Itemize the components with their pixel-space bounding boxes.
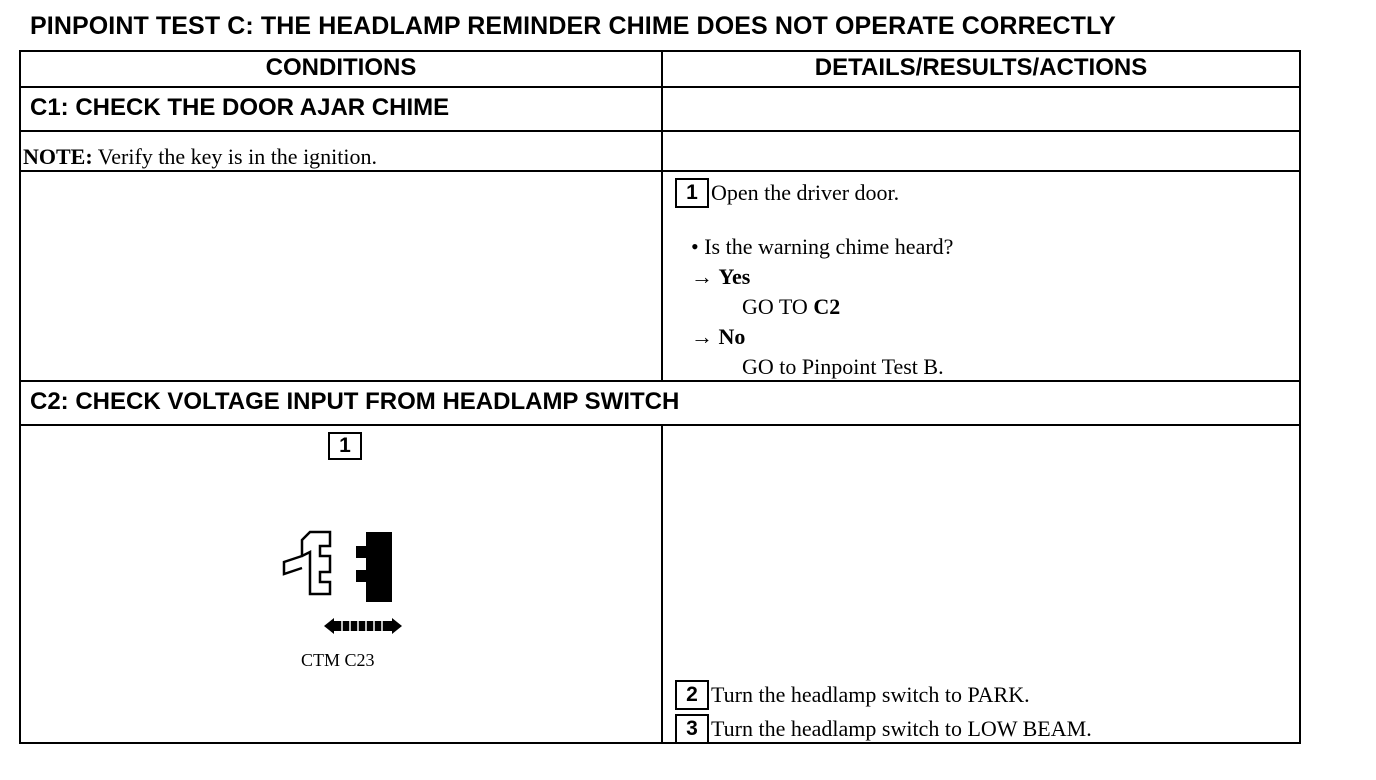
no-label: No [718, 324, 746, 349]
yes-action-target: C2 [813, 294, 841, 319]
double-arrow-icon [324, 618, 402, 634]
divider [21, 130, 1299, 132]
diagram-step-box [328, 432, 364, 460]
yes-action [742, 294, 840, 320]
step-number-box: 1 [675, 178, 709, 208]
divider [21, 424, 1299, 426]
column-divider [661, 424, 663, 742]
arrow-icon: → [691, 264, 713, 289]
divider [21, 86, 1299, 88]
note-line [23, 144, 377, 170]
connector-diagram [276, 492, 416, 652]
step-c1-heading: C1: CHECK THE DOOR AJAR CHIME [30, 94, 450, 121]
no-result [691, 324, 745, 350]
connector-solid-icon [356, 532, 392, 602]
step-1-line [675, 178, 899, 208]
connector-outline-icon [302, 532, 330, 594]
step-number-box: 1 [328, 432, 362, 460]
yes-action-prefix: GO TO [742, 294, 814, 319]
step-number-box: 3 [675, 714, 709, 744]
divider [21, 170, 1299, 172]
yes-label: Yes [718, 264, 751, 289]
column-divider [661, 170, 663, 382]
step-2-line [675, 680, 1030, 710]
column-divider [661, 52, 663, 172]
yes-result [691, 264, 750, 290]
diagram-caption: CTM C23 [301, 650, 375, 670]
step-3-text: Turn the headlamp switch to LOW BEAM. [711, 716, 1092, 741]
no-action: GO to Pinpoint Test B. [742, 354, 944, 379]
page-title: PINPOINT TEST C: THE HEADLAMP REMINDER CHIME DOES NOT OPERATE CORRECTLY [30, 12, 1116, 40]
step-1-text: Open the driver door. [711, 180, 900, 205]
pinpoint-test-table [19, 50, 1301, 744]
step-c2-heading: C2: CHECK VOLTAGE INPUT FROM HEADLAMP SWITCH [30, 388, 680, 415]
step-3-line [675, 714, 1092, 744]
column-header-details: DETAILS/RESULTS/ACTIONS [814, 54, 1148, 81]
note-text: Verify the key is in the ignition. [92, 144, 378, 169]
step-number-box: 2 [675, 680, 709, 710]
question-text: • Is the warning chime heard? [691, 234, 954, 259]
column-header-conditions: CONDITIONS [265, 54, 417, 81]
note-label: NOTE: [23, 144, 93, 169]
step-2-text: Turn the headlamp switch to PARK. [711, 682, 1030, 707]
divider [21, 380, 1299, 382]
arrow-icon: → [691, 324, 713, 349]
